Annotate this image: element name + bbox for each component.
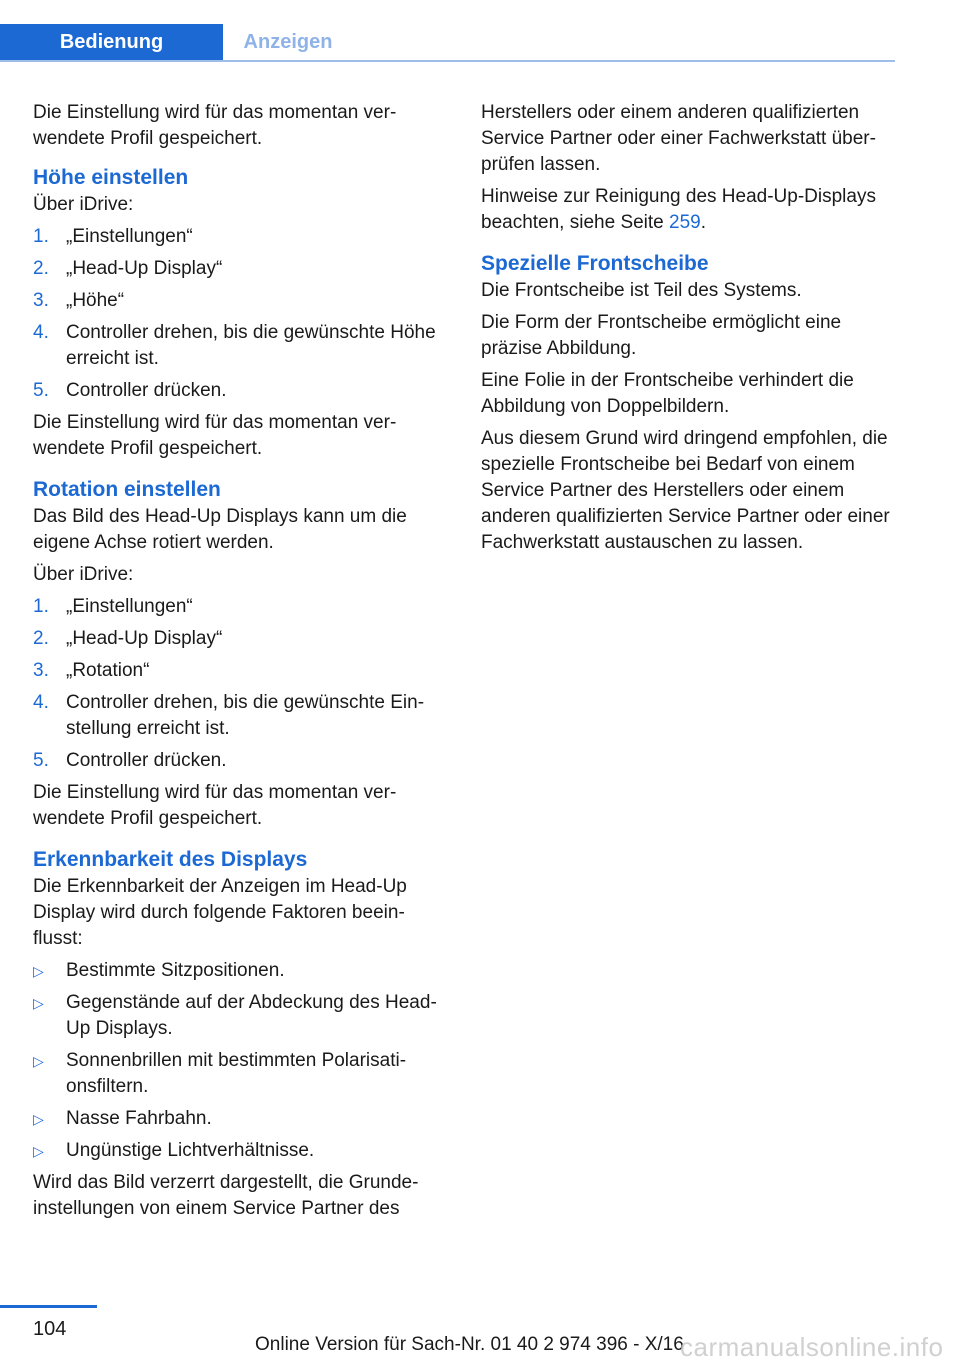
triangle-bullet-icon: ▷ xyxy=(33,1053,44,1069)
list-item xyxy=(33,690,445,742)
step-text: „Rotation“ xyxy=(66,660,150,681)
paragraph-windshield-replace: Aus diesem Grund wird dringend empfohlen, die spezielle Frontscheibe bei Bedarf von einem Service Partner des Herstellers oder einem anderen qualifizierten Service Partner oder einer Fachwerkstatt austauschen zu lassen. xyxy=(481,428,890,553)
list-item xyxy=(33,320,445,372)
footer-divider xyxy=(0,1305,97,1308)
list-item xyxy=(33,1138,445,1164)
list-item xyxy=(33,958,445,984)
step-text: „Head-Up Display“ xyxy=(66,258,223,279)
step-number: 1. xyxy=(33,226,49,247)
right-column xyxy=(481,100,893,562)
list-item xyxy=(33,288,445,314)
list-item xyxy=(33,626,445,652)
heading-hoehe-einstellen: Höhe einstellen xyxy=(33,166,189,189)
step-number: 1. xyxy=(33,596,49,617)
factor-text: Sonnenbrillen mit bestimmten Polarisationsfiltern. xyxy=(66,1050,407,1097)
page-number: 104 xyxy=(33,1318,67,1340)
paragraph-rotation-intro: Das Bild des Head-Up Displays kann um die eigene Achse rotiert werden. xyxy=(33,506,407,553)
via-idrive-label: Über iDrive: xyxy=(33,194,134,215)
list-item xyxy=(33,594,445,620)
factor-text: Bestimmte Sitzpositionen. xyxy=(66,960,285,981)
factor-text: Nasse Fahrbahn. xyxy=(66,1108,212,1129)
paragraph-profile-saved: Die Einstellung wird für das momentan verwendete Profil gespeichert. xyxy=(33,412,397,459)
triangle-bullet-icon: ▷ xyxy=(33,1111,44,1127)
paragraph-distorted-image: Wird das Bild verzerrt dargestellt, die Grundeinstellungen von einem Service Partner des xyxy=(33,1172,419,1219)
heading-rotation-einstellen: Rotation einstellen xyxy=(33,478,221,501)
list-item xyxy=(33,748,445,774)
list-item xyxy=(33,658,445,684)
step-number: 3. xyxy=(33,290,49,311)
step-text: „Einstellungen“ xyxy=(66,596,193,617)
step-text: „Höhe“ xyxy=(66,290,125,311)
visibility-factors-list xyxy=(33,958,445,1164)
header-divider xyxy=(0,60,895,62)
paragraph-cleaning-note xyxy=(481,184,893,236)
paragraph-profile-saved: Die Einstellung wird für das momentan verwendete Profil gespeichert. xyxy=(33,782,397,829)
page-header xyxy=(0,0,895,62)
page-link-259[interactable]: 259 xyxy=(669,212,701,233)
step-number: 5. xyxy=(33,750,49,771)
step-number: 5. xyxy=(33,380,49,401)
step-number: 4. xyxy=(33,692,49,713)
triangle-bullet-icon: ▷ xyxy=(33,995,44,1011)
cleaning-note-text: Hinweise zur Reinigung des Head-Up-Displays beachten, siehe Seite xyxy=(481,186,876,233)
step-number: 4. xyxy=(33,322,49,343)
paragraph-profile-saved: Die Einstellung wird für das momentan verwendete Profil gespeichert. xyxy=(33,102,397,149)
online-version-note: Online Version für Sach-Nr. 01 40 2 974 396 - X/16 xyxy=(255,1334,684,1355)
height-steps-list xyxy=(33,224,445,404)
step-number: 2. xyxy=(33,258,49,279)
heading-spezielle-frontscheibe: Spezielle Frontscheibe xyxy=(481,252,709,275)
paragraph-windshield-foil: Eine Folie in der Frontscheibe verhindert die Abbildung von Doppelbildern. xyxy=(481,370,854,417)
triangle-bullet-icon: ▷ xyxy=(33,963,44,979)
step-text: „Einstellungen“ xyxy=(66,226,193,247)
step-text: Controller drücken. xyxy=(66,750,227,771)
paragraph-windshield-system: Die Frontscheibe ist Teil des Systems. xyxy=(481,280,802,301)
list-item xyxy=(33,990,445,1042)
step-text: Controller drücken. xyxy=(66,380,227,401)
list-item xyxy=(33,1106,445,1132)
paragraph-visibility-intro: Die Erkennbarkeit der Anzeigen im Head-Up Display wird durch folgende Faktoren beeinflusst: xyxy=(33,876,407,949)
step-number: 2. xyxy=(33,628,49,649)
paragraph-windshield-shape: Die Form der Frontscheibe ermöglicht eine präzise Abbildung. xyxy=(481,312,842,359)
list-item xyxy=(33,224,445,250)
step-text: Controller drehen, bis die gewünschte Höhe erreicht ist. xyxy=(66,322,436,369)
list-item xyxy=(33,1048,445,1100)
heading-erkennbarkeit: Erkennbarkeit des Displays xyxy=(33,848,308,871)
via-idrive-label: Über iDrive: xyxy=(33,564,134,585)
tab-bedienung[interactable]: Bedienung xyxy=(0,24,223,60)
left-column xyxy=(33,100,445,1228)
factor-text: Ungünstige Lichtverhältnisse. xyxy=(66,1140,315,1161)
cleaning-note-period: . xyxy=(700,212,707,233)
watermark: carmanualsonline.info xyxy=(680,1332,944,1362)
rotation-steps-list xyxy=(33,594,445,774)
tab-anzeigen[interactable]: Anzeigen xyxy=(243,31,333,53)
paragraph-check-service: Herstellers oder einem anderen qualifizierten Service Partner oder einer Fachwerkstatt überprüfen lassen. xyxy=(481,102,876,175)
step-number: 3. xyxy=(33,660,49,681)
list-item xyxy=(33,256,445,282)
list-item xyxy=(33,378,445,404)
step-text: „Head-Up Display“ xyxy=(66,628,223,649)
step-text: Controller drehen, bis die gewünschte Einstellung erreicht ist. xyxy=(66,692,425,739)
triangle-bullet-icon: ▷ xyxy=(33,1143,44,1159)
factor-text: Gegenstände auf der Abdeckung des Head-Up Displays. xyxy=(66,992,437,1039)
